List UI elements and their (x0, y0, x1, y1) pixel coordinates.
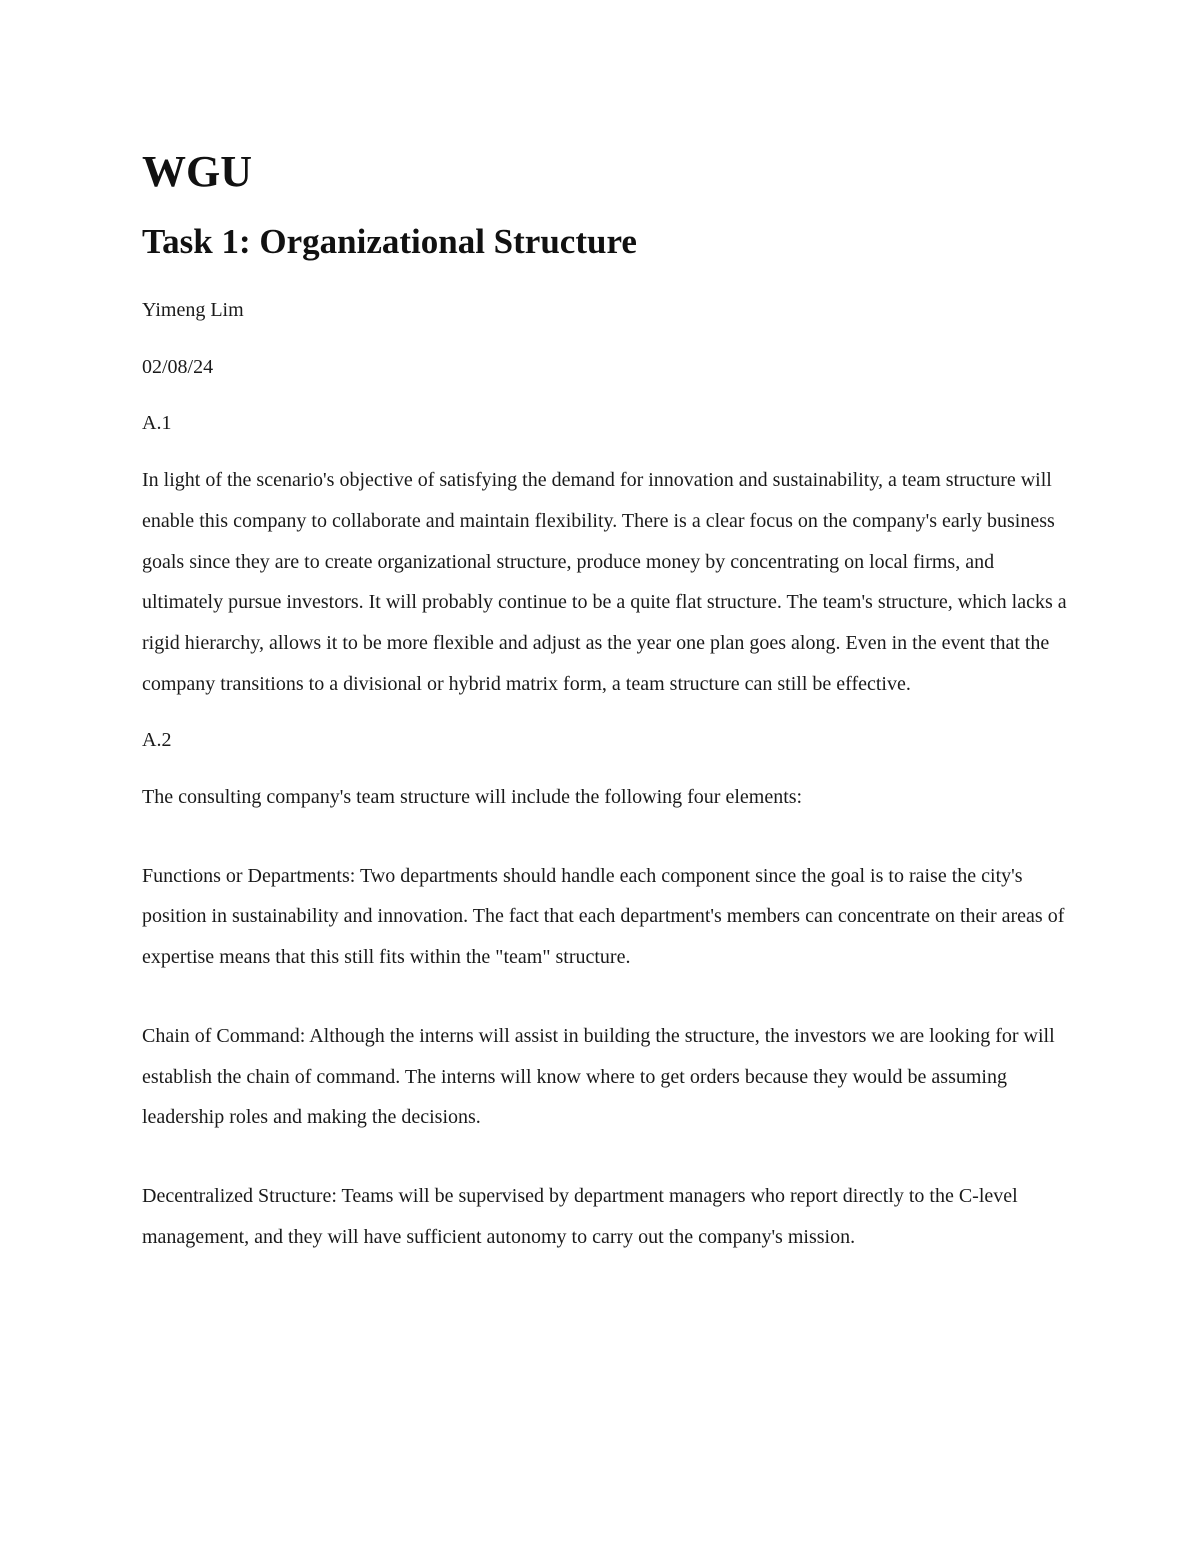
document-subtitle: Task 1: Organizational Structure (142, 222, 637, 261)
section-label-a1: A.1 (142, 412, 172, 435)
author-name: Yimeng Lim (142, 299, 244, 321)
section-a1-paragraph: In light of the scenario's objective of satisfying the demand for innovation and sustainability, a team structure will enable this company to collaborate and maintain flexibility. There is a clear focus on the company's early business goals since they are to create organizational structure, produce money by concentrating on local firms, and ultimately pursue investors. It will probably continue to be a quite flat structure. The team's structure, which lacks a rigid hierarchy, allows it to be more flexible and adjust as the year one plan goes along. Even in the event that the company transitions to a divisional or hybrid matrix form, a team structure can still be effective. (142, 469, 1067, 695)
section-a2-intro: The consulting company's team structure will include the following four elements: (142, 786, 803, 809)
section-a2-decentralized-paragraph: Decentralized Structure: Teams will be supervised by department managers who report directly to the C-level management, and they will have sufficient autonomy to carry out the company's mission. (142, 1184, 1018, 1248)
section-label-a2: A.2 (142, 729, 172, 752)
section-a2-chain-paragraph: Chain of Command: Although the interns will assist in building the structure, the investors we are looking for will establish the chain of command. The interns will know where to get orders because they would be assuming leadership roles and making the decisions. (142, 1024, 1055, 1129)
document-date: 02/08/24 (142, 355, 214, 378)
section-a2-functions-paragraph: Functions or Departments: Two departments should handle each component since the goal is to raise the city's position in sustainability and innovation. The fact that each department's members can concentrate on their areas of expertise means that this still fits within the "team" structure. (142, 864, 1065, 969)
document-content (142, 146, 1072, 1257)
document-title: WGU (142, 147, 252, 196)
